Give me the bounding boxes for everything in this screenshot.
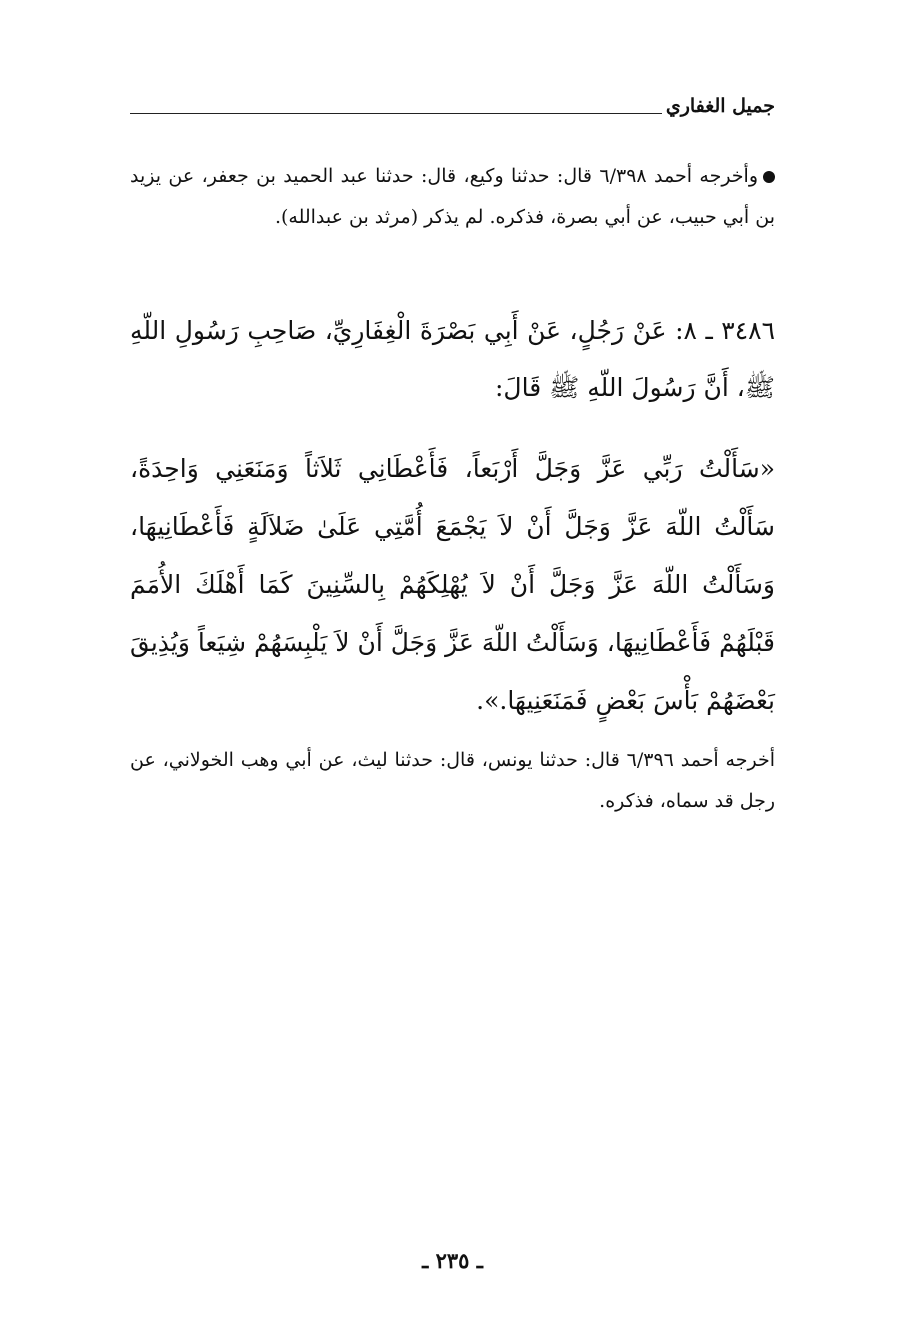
bullet-icon (763, 171, 775, 183)
header-rule (130, 113, 662, 114)
footnote-source-2: أخرجه أحمد ٦/٣٩٦ قال: حدثنا يونس، قال: حدثنا ليث، عن أبي وهب الخولاني، عن رجل قد سماه، فذكره. (130, 749, 775, 812)
page-number: ـ ٢٣٥ ـ (422, 1248, 483, 1273)
hadith-number: ٣٤٨٦ ـ ٨: (675, 316, 775, 345)
hadith-heading (130, 302, 775, 416)
running-header (130, 92, 775, 122)
footnote-source-1-text: وأخرجه أحمد ٦/٣٩٨ قال: حدثنا وكيع، قال: حدثنا عبد الحميد بن جعفر، عن يزيد بن أبي حبيب، عن أبي بصرة، فذكره. لم يذكر (مرثد بن عبدالله). (130, 165, 775, 228)
footnote-source-1 (130, 156, 775, 238)
hadith-matn: «سَأَلْتُ رَبِّي عَزَّ وَجَلَّ أَرْبَعاً، فَأَعْطَانِي ثَلاَثاً وَمَنَعَنِي وَاحِدَةً، سَأَلْتُ اللّهَ عَزَّ وَجَلَّ أَنْ لاَ يَجْمَعَ أُمَّتِي عَلَىٰ ضَلاَلَةٍ فَأَعْطَانِيهَا، وَسَأَلْتُ اللّهَ عَزَّ وَجَلَّ أَنْ لاَ يُهْلِكَهُمْ بِالسِّنِينَ كَمَا أَهْلَكَ الأُمَمَ قَبْلَهُمْ فَأَعْطَانِيهَا، وَسَأَلْتُ اللّهَ عَزَّ وَجَلَّ أَنْ لاَ يَلْبِسَهُمْ شِيَعاً وَيُذِيقَ بَعْضَهُمْ بَأْسَ بَعْضٍ فَمَنَعَنِيهَا.». (130, 454, 775, 715)
hadith-isnad: عَنْ رَجُلٍ، عَنْ أَبِي بَصْرَةَ الْغِفَارِيِّ، صَاحِبِ رَسُولِ اللّهِ ﷺ، أَنَّ رَسُولَ اللّهِ ﷺ قَالَ: (130, 316, 775, 402)
running-header-title: جميل الغفاري (665, 95, 775, 117)
